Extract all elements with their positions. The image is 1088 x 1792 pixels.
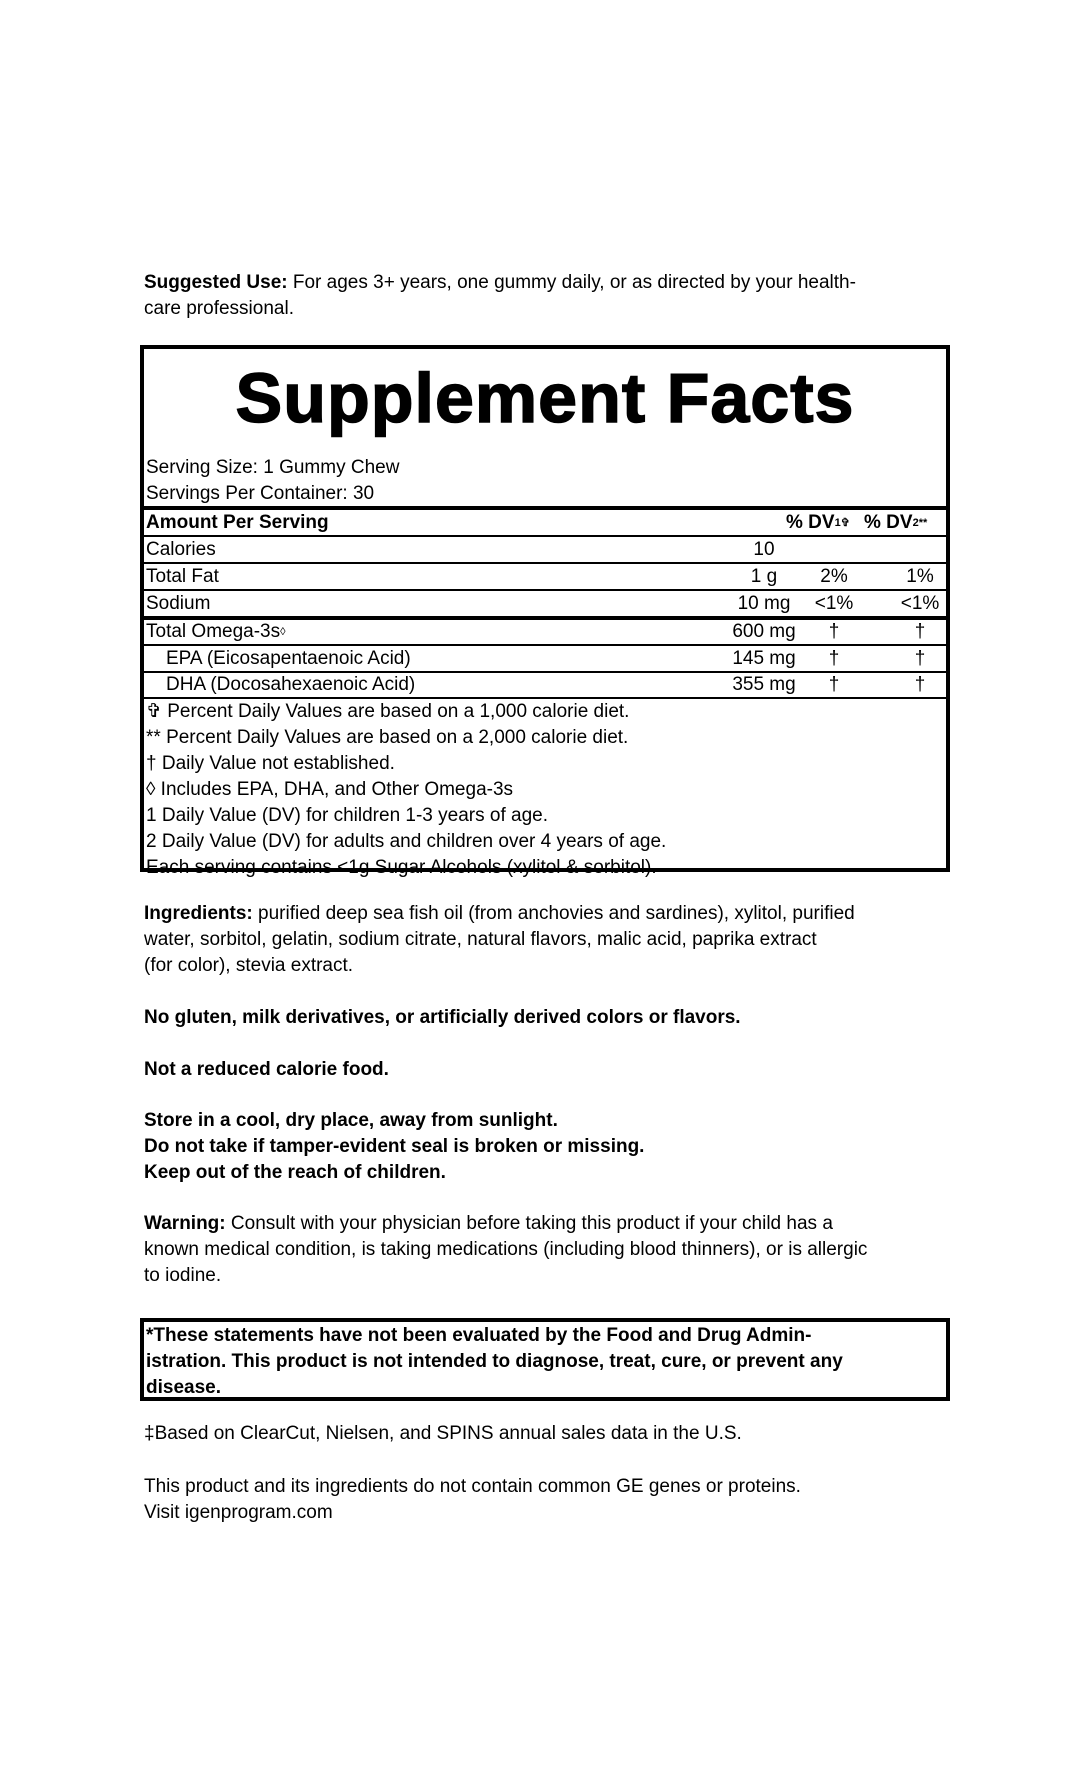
fda-line: *These statements have not been evaluated by the Food and Drug Admin-: [146, 1325, 812, 1346]
warning-text-1: Consult with your physician before taking this product if your child has a: [230, 1213, 833, 1234]
supplement-facts-panel: [140, 345, 950, 878]
warning-label: Warning:: [144, 1213, 226, 1234]
suggested-use-label: Suggested Use:: [144, 272, 288, 293]
footnote: ◊ Includes EPA, DHA, and Other Omega-3s: [146, 779, 514, 800]
footnote: ** Percent Daily Values are based on a 2,000 calorie diet.: [146, 727, 629, 748]
fda-line: istration. This product is not intended to diagnose, treat, cure, or prevent any: [146, 1351, 843, 1372]
no-gluten-statement: No gluten, milk derivatives, or artificially derived colors or flavors.: [144, 1007, 741, 1028]
storage-statements: [144, 1108, 944, 1186]
warning: [144, 1211, 944, 1289]
amount-header-row: [144, 510, 946, 536]
footnote: Each serving contains <1g Sugar Alcohols (xylitol & sorbitol).: [146, 857, 657, 878]
dv1-header: % $DV^{1✞}$: [786, 512, 850, 533]
supplement-facts-title: Supplement Facts: [235, 359, 855, 437]
servings-per-container: Servings Per Container: 30: [146, 483, 375, 504]
dv2-header: % $DV^{2**}$: [864, 512, 928, 533]
table-row-omega3: Total Omega-3s◊ 600 mg † †: [146, 621, 926, 642]
table-row-total-fat: Total Fat 1 g 2% 1%: [146, 566, 934, 587]
storage-line: Store in a cool, dry place, away from sunlight.: [144, 1110, 558, 1131]
footnote: ✞ Percent Daily Values are based on a 1,000 calorie diet.: [146, 701, 630, 722]
ingredients-label: Ingredients:: [144, 903, 253, 924]
fda-line: disease.: [146, 1377, 221, 1398]
footnote: 2 Daily Value (DV) for adults and children over 4 years of age.: [146, 831, 667, 852]
suggested-use: [144, 270, 944, 322]
storage-line: Keep out of the reach of children.: [144, 1162, 446, 1183]
website-text: Visit igenprogram.com: [144, 1502, 333, 1523]
table-row-sodium: Sodium 10 mg <1% <1%: [146, 593, 940, 614]
ingredients-text-2: water, sorbitol, gelatin, sodium citrate, natural flavors, malic acid, paprika extract: [144, 929, 817, 950]
footnote: 1 Daily Value (DV) for children 1-3 years of age.: [146, 805, 548, 826]
fda-disclaimer-box: [140, 1318, 950, 1401]
warning-text-2: known medical condition, is taking medications (including blood thinners), or is allergic: [144, 1239, 868, 1260]
not-reduced-statement: Not a reduced calorie food.: [144, 1059, 389, 1080]
suggested-use-text-1: For ages 3+ years, one gummy daily, or as directed by your health-: [292, 272, 856, 293]
suggested-use-text-2: care professional.: [144, 298, 294, 319]
ingredients-text-1: purified deep sea fish oil (from anchovies and sardines), xylitol, purified: [258, 903, 855, 924]
warning-text-3: to iodine.: [144, 1265, 222, 1286]
ge-note-text: This product and its ingredients do not contain common GE genes or proteins.: [144, 1476, 801, 1497]
sales-note: ‡Based on ClearCut, Nielsen, and SPINS annual sales data in the U.S.: [144, 1423, 742, 1444]
storage-line: Do not take if tamper-evident seal is broken or missing.: [144, 1136, 645, 1157]
ingredients: [144, 901, 944, 979]
serving-size: Serving Size: 1 Gummy Chew: [146, 457, 400, 478]
amount-per-serving-label: Amount Per Serving: [146, 512, 329, 533]
ingredients-text-3: (for color), stevia extract.: [144, 955, 354, 976]
table-row-dha: DHA (Docosahexaenoic Acid) 355 mg † †: [166, 674, 926, 695]
table-row-epa: EPA (Eicosapentaenoic Acid) 145 mg † †: [166, 648, 926, 669]
footnote: † Daily Value not established.: [146, 753, 395, 774]
table-row-calories: Calories 10: [146, 539, 775, 560]
ge-note: [144, 1474, 944, 1526]
